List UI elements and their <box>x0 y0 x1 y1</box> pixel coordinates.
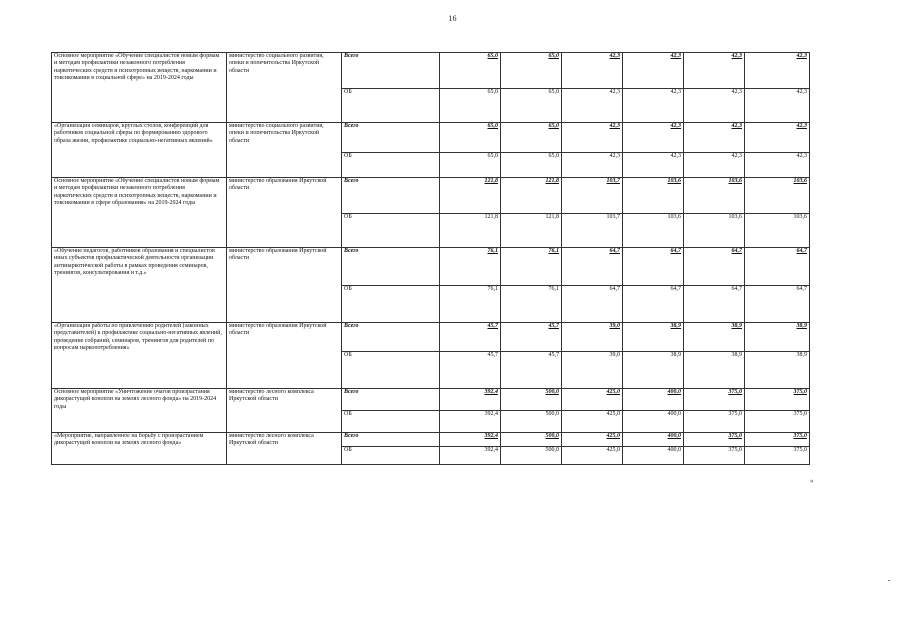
funding-source-total: Всего <box>342 389 440 411</box>
ob-value: 65,0 <box>440 89 501 123</box>
total-value: 64,7 <box>562 248 623 286</box>
ob-value: 76,1 <box>501 286 562 323</box>
ob-value: 375,0 <box>745 411 810 433</box>
ob-value: 64,7 <box>562 286 623 323</box>
ob-value: 45,7 <box>440 352 501 389</box>
total-value: 500,0 <box>501 433 562 447</box>
ob-value: 42,3 <box>623 153 684 178</box>
total-value: 65,0 <box>440 123 501 153</box>
ob-value: 39,0 <box>562 352 623 389</box>
total-value: 425,0 <box>562 389 623 411</box>
total-value: 103,7 <box>562 178 623 214</box>
total-value: 45,7 <box>501 323 562 352</box>
closing-quote-mark: » <box>810 477 814 485</box>
total-value: 45,7 <box>440 323 501 352</box>
total-value: 64,7 <box>684 248 745 286</box>
total-value: 392,4 <box>440 433 501 447</box>
responsible-organization: министерство социального развития, опеки и попечительства Иркутской области <box>227 53 342 123</box>
total-value: 65,0 <box>501 123 562 153</box>
funding-source-total: Всего <box>342 178 440 214</box>
ob-value: 103,6 <box>745 214 810 248</box>
ob-value: 392,4 <box>440 447 501 465</box>
page-number: 16 <box>448 14 457 23</box>
ob-value: 425,0 <box>562 411 623 433</box>
ob-value: 42,3 <box>562 89 623 123</box>
funding-source-ob: ОБ <box>342 447 440 465</box>
total-value: 103,6 <box>623 178 684 214</box>
total-value: 64,7 <box>623 248 684 286</box>
ob-value: 76,1 <box>440 286 501 323</box>
total-value: 64,7 <box>745 248 810 286</box>
funding-source-total: Всего <box>342 433 440 447</box>
table-body <box>52 53 810 465</box>
funding-source-ob: ОБ <box>342 214 440 248</box>
total-value: 375,0 <box>684 433 745 447</box>
ob-value: 64,7 <box>745 286 810 323</box>
total-value: 42,3 <box>623 123 684 153</box>
ob-value: 65,0 <box>501 89 562 123</box>
ob-value: 500,0 <box>501 411 562 433</box>
ob-value: 42,3 <box>745 153 810 178</box>
activity-name: «Обучение педагогов, работников образования и специалистов иных субъектов профилактической деятельности организации антинаркотической работы в рамках проведения семинаров, тренингов, консультирования и т.д.» <box>52 248 227 323</box>
ob-value: 65,0 <box>440 153 501 178</box>
total-value: 42,3 <box>562 123 623 153</box>
total-value: 400,0 <box>623 433 684 447</box>
total-value: 76,1 <box>501 248 562 286</box>
total-value: 42,3 <box>562 53 623 89</box>
total-value: 38,9 <box>623 323 684 352</box>
ob-value: 38,9 <box>684 352 745 389</box>
responsible-organization: министерство лесного комплекса Иркутской области <box>227 389 342 433</box>
activity-name: Основное мероприятие «Обучение специалистов новым формам и методам профилактики незаконного потребления наркотических средств и психотропных веществ, наркомании и токсикомании в социальной сфере» на 2019-2024 годы <box>52 53 227 123</box>
funding-source-total: Всего <box>342 323 440 352</box>
funding-source-total: Всего <box>342 248 440 286</box>
table-row-total <box>52 389 810 411</box>
ob-value: 103,6 <box>684 214 745 248</box>
ob-value: 45,7 <box>501 352 562 389</box>
funding-source-ob: ОБ <box>342 352 440 389</box>
ob-value: 400,0 <box>623 411 684 433</box>
funding-source-ob: ОБ <box>342 89 440 123</box>
total-value: 76,1 <box>440 248 501 286</box>
responsible-organization: министерство образования Иркутской области <box>227 323 342 389</box>
table-row-total <box>52 53 810 89</box>
total-value: 375,0 <box>684 389 745 411</box>
ob-value: 121,8 <box>501 214 562 248</box>
ob-value: 64,7 <box>684 286 745 323</box>
total-value: 103,6 <box>745 178 810 214</box>
total-value: 42,3 <box>745 123 810 153</box>
activity-name: «Организация семинаров, круглых столов, конференций для работников социальной сферы по формированию здорового образа жизни, профилактике социально-негативных явлений» <box>52 123 227 178</box>
table-row-total <box>52 248 810 286</box>
ob-value: 425,0 <box>562 447 623 465</box>
ob-value: 375,0 <box>684 447 745 465</box>
total-value: 375,0 <box>745 433 810 447</box>
responsible-organization: министерство образования Иркутской области <box>227 178 342 248</box>
budget-table <box>51 52 810 465</box>
ob-value: 42,3 <box>562 153 623 178</box>
total-value: 375,0 <box>745 389 810 411</box>
total-value: 65,0 <box>501 53 562 89</box>
funding-source-ob: ОБ <box>342 153 440 178</box>
ob-value: 375,0 <box>745 447 810 465</box>
ob-value: 42,3 <box>684 89 745 123</box>
ob-value: 500,0 <box>501 447 562 465</box>
ob-value: 64,7 <box>623 286 684 323</box>
ob-value: 42,3 <box>684 153 745 178</box>
ob-value: 103,6 <box>623 214 684 248</box>
total-value: 121,8 <box>501 178 562 214</box>
activity-name: «Организация работы по привлечению родителей (законных представителей) к профилактике социально-негативных явлений, проведение собраний, семинаров, тренингов для родителей по вопросам наркопотребления» <box>52 323 227 389</box>
ob-value: 392,4 <box>440 411 501 433</box>
total-value: 500,0 <box>501 389 562 411</box>
total-value: 103,6 <box>684 178 745 214</box>
total-value: 392,4 <box>440 389 501 411</box>
table-row-total <box>52 433 810 447</box>
activity-name: Основное мероприятие «Уничтожение очагов произрастания дикорастущей конопли на землях лесного фонда» на 2019-2024 годы <box>52 389 227 433</box>
total-value: 42,3 <box>684 123 745 153</box>
total-value: 42,3 <box>745 53 810 89</box>
funding-source-total: Всего <box>342 123 440 153</box>
total-value: 65,0 <box>440 53 501 89</box>
ob-value: 400,0 <box>623 447 684 465</box>
activity-name: Основное мероприятие «Обучение специалистов новым формам и методам профилактики незаконного потребления наркотических средств и психотропных веществ, наркомании и токсикомании в сфере образования» на 2019-2024 годы <box>52 178 227 248</box>
ob-value: 42,3 <box>745 89 810 123</box>
table-row-total <box>52 178 810 214</box>
ob-value: 42,3 <box>623 89 684 123</box>
activity-name: «Мероприятие, направленное на борьбу с произрастанием дикорастущей конопли на землях лесного фонда» <box>52 433 227 465</box>
ob-value: 375,0 <box>684 411 745 433</box>
total-value: 400,0 <box>623 389 684 411</box>
funding-source-ob: ОБ <box>342 411 440 433</box>
responsible-organization: министерство лесного комплекса Иркутской области <box>227 433 342 465</box>
responsible-organization: министерство социального развития, опеки и попечительства Иркутской области <box>227 123 342 178</box>
total-value: 42,3 <box>623 53 684 89</box>
table-row-total <box>52 123 810 153</box>
total-value: 42,3 <box>684 53 745 89</box>
ob-value: 38,9 <box>745 352 810 389</box>
ob-value: 121,8 <box>440 214 501 248</box>
margin-mark <box>888 580 890 581</box>
ob-value: 65,0 <box>501 153 562 178</box>
table-row-total <box>52 323 810 352</box>
responsible-organization: министерство образования Иркутской области <box>227 248 342 323</box>
ob-value: 38,9 <box>623 352 684 389</box>
funding-source-ob: ОБ <box>342 286 440 323</box>
total-value: 121,8 <box>440 178 501 214</box>
total-value: 38,9 <box>684 323 745 352</box>
funding-source-total: Всего <box>342 53 440 89</box>
ob-value: 103,7 <box>562 214 623 248</box>
total-value: 38,9 <box>745 323 810 352</box>
total-value: 39,0 <box>562 323 623 352</box>
total-value: 425,0 <box>562 433 623 447</box>
